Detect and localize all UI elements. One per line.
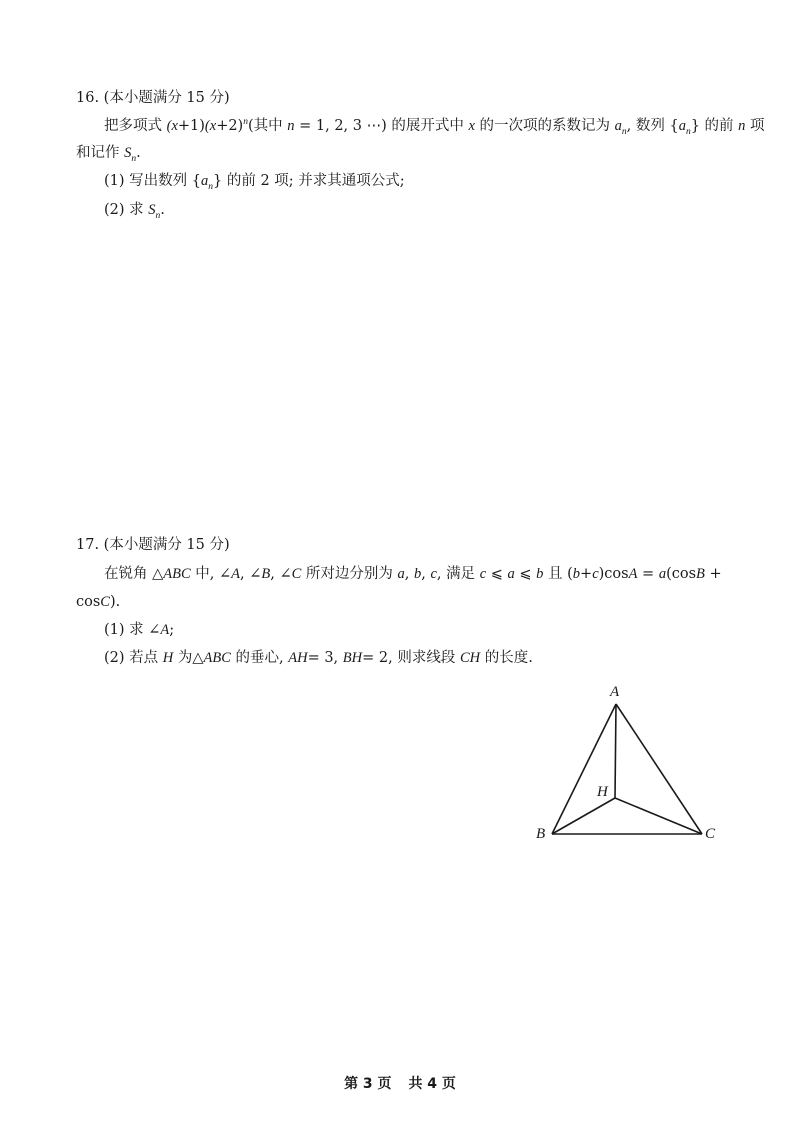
q16-polynomial: (x: [166, 118, 178, 134]
q17-part2-text: = 2, 则求线段: [362, 650, 460, 666]
page-total: 共 4 页: [408, 1076, 456, 1092]
segment-ch: [615, 798, 702, 834]
q16-stem-text: 的展开式中: [386, 118, 469, 134]
page-footer: [0, 1073, 800, 1093]
q16-part2: (2) 求 $S_n$.: [104, 202, 165, 221]
q17-part1: (1) 求 ∠A;: [104, 622, 175, 638]
q16-stem-line1: 把多项式 $(x+1)(x+2)^n$(其中 n = 1, 2, 3 ⋯) 的展开式中 x 的一次项的系数记为 $a_n$, 数列 $\{a_n\}$ 的前 n 项: [104, 117, 765, 137]
q16-stem-text: , 数列: [626, 118, 670, 134]
q17-header: 17. (本小题满分 15 分): [76, 537, 230, 553]
q17-part2-text: 的长度.: [480, 650, 533, 666]
q17-stem-text: 中, ∠: [190, 566, 232, 582]
q16-part1: (1) 写出数列 $\{a_n\}$ 的前 2 项; 并求其通项公式;: [104, 173, 405, 192]
q17-part2-text: (2) 若点: [104, 650, 163, 666]
q16-part1-text: 的前 2 项; 并求其通项公式;: [222, 173, 405, 189]
label-a: A: [610, 684, 620, 700]
edge-ab: [552, 704, 616, 834]
edge-ac: [616, 704, 702, 834]
q17-stem-text: , 满足: [436, 566, 480, 582]
q16-stem-text: 把多项式: [104, 118, 167, 134]
q17-stem-text: 且: [543, 566, 568, 582]
label-c: C: [705, 826, 716, 842]
q17-stem-text: 所对边分别为: [301, 566, 398, 582]
q17-part2-text: = 3,: [307, 650, 343, 666]
q16-stem-line2: 和记作 $S_n$.: [76, 145, 141, 164]
q16-header: 16. (本小题满分 15 分): [76, 90, 230, 106]
q17-stem-line2: cosC).: [76, 594, 121, 610]
q16-stem-text: 项: [745, 118, 765, 134]
q17-part2-text: 为△: [173, 650, 204, 666]
label-b: B: [536, 826, 546, 842]
q17-stem-text: , ∠: [240, 566, 262, 582]
segment-ah: [615, 704, 616, 798]
triangle-figure: [530, 678, 730, 848]
q17-stem-text: , ∠: [270, 566, 292, 582]
q17-part1-text: (1) 求 ∠: [104, 622, 161, 638]
label-h: H: [597, 784, 608, 800]
q16-part1-text: (1) 写出数列: [104, 173, 192, 189]
page-number: 第 3 页: [344, 1076, 392, 1092]
q16-stem-text: 的一次项的系数记为: [474, 118, 615, 134]
q16-part2-text: (2) 求: [104, 202, 149, 218]
q17-stem-text: 在锐角 △: [104, 566, 164, 582]
q17-part2: (2) 若点 H 为△ABC 的垂心, AH= 3, BH= 2, 则求线段 CH 的长度.: [104, 650, 533, 666]
q16-stem-text: 和记作: [76, 145, 125, 161]
q16-stem-text: 的前: [699, 118, 739, 134]
q17-stem-line1: 在锐角 △ABC 中, ∠A, ∠B, ∠C 所对边分别为 a, b, c, 满足 c ⩽ a ⩽ b 且 (b+c)cosA = a(cosB +: [104, 566, 722, 582]
q17-part2-text: 的垂心,: [230, 650, 289, 666]
triangle-svg: [530, 678, 730, 848]
